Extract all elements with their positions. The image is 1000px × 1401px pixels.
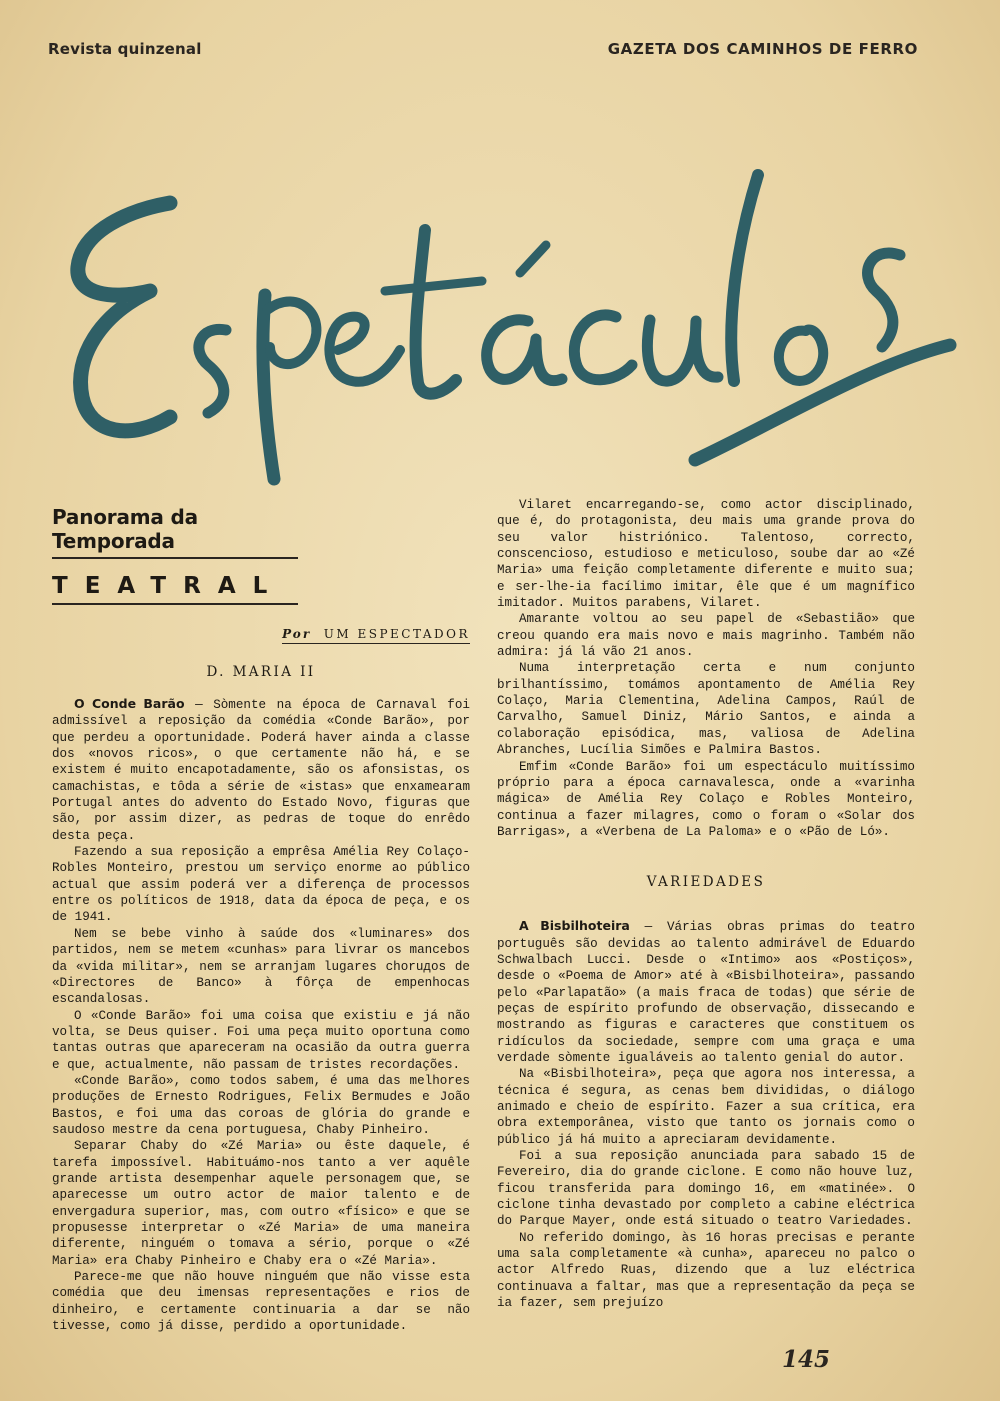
banner-flourish-t — [416, 230, 456, 394]
lead-in: A Bisbilhoteira — [519, 918, 630, 934]
banner-flourish-s — [199, 329, 226, 413]
article-title: TEATRAL — [52, 573, 298, 605]
byline-rule — [282, 627, 470, 644]
section-heading-dmaria: D. MARIA II — [206, 664, 316, 680]
banner-flourish-u — [647, 320, 718, 381]
paragraph: Numa interpretação certa e num conjunto brilhantíssimo, tomámos apontamento de Amélia Rey Colaço, Maria Clementina, Adelina Campos, Raúl de Carvalho, Samuel Diniz, Mário Santos, e ainda a colaboração episódica, mas, valiosa de Adelina Abranches, Lucília Simões e Palmira Bastos. — [497, 661, 915, 758]
banner-flourish-s2 — [868, 253, 900, 347]
espetaculos-banner — [20, 95, 980, 495]
paragraph: O «Conde Barão» foi uma coisa que existiu e já não volta, se Deus quiser. Foi uma peça muito oportuna como tantas outras que apareceram na ocasião da outra guerra e que, actualmente, não passam de tristes recordações. — [52, 1008, 470, 1072]
banner-flourish-c — [574, 315, 632, 380]
byline-prefix: Por — [282, 627, 312, 641]
publication-frequency: Revista quinzenal — [48, 40, 202, 58]
paragraph: Vilaret encarregando-se, como actor disciplinado, que é, do protagonista, deu mais uma grande prova do seu valor histriónico. Talentoso, correcto, conscencioso, estudioso e meticuloso, soube dar ao «Zé Maria» uma feição completamente diferente e muito sua; e ser-lhe-ia facílimo imitar, êle que é um magnífico imitador. Muitos parabens, Vilaret. — [497, 498, 915, 611]
paragraph: Parece-me que não houve ninguém que não visse esta comédia que deu imensas representações e rios de dinheiro, e certamente continuaria a dar se não tivesse, como já disse, perdido a oportunidade. — [52, 1270, 470, 1334]
paragraph: Fazendo a sua reposição a emprêsa Amélia Rey Colaço-Robles Monteiro, prestou um serviço enorme ao público actual que assim poderá ver a diferença de processos entre os políticos de 1918, data da época de peça, e os de 1941. — [52, 845, 470, 925]
paragraph: Emfim «Conde Barão» foi um espectáculo muitíssimo próprio para a época carnavalesca, onde a «varinha mágica» de Amélia Rey Colaço e Robles Monteiro, continua a fazer milagres, como o foram o «Solar dos Barrigas», a «Verbena de La Paloma» e o «Pão de Ló». — [497, 759, 915, 839]
banner-flourish-a — [487, 320, 562, 381]
paragraph: A Bisbilhoteira — Várias obras primas do teatro português são devidas ao talento admirável de Eduardo Schwalbach Lucci. Desde o «Intimo» aos «Postiços», desde o «Poema de Amor» até à «Bisbilhoteira», passando pelo «Parlapatão» (a mais fraca de todas) que série de peças de espírito profundo de observação, dissecando e mostrando as figuras e caracteres que constituem os ridículos da sociedade, sempre com uma graça e uma verdade sòmente igualáveis ao talento genial do autor. — [497, 918, 915, 1065]
left-column — [52, 505, 470, 1334]
byline — [52, 627, 470, 644]
paragraph: Separar Chaby do «Zé Maria» ou êste daquele, é tarefa impossível. Habituámo-nos tanto a ver aquêle grande artista desempenhar aquele personagem que, se aparecesse um outro actor de maior talento e de envergadura superior, mas, com outro «físico» e que se propusesse interpretar o «Zé Maria» de uma maneira diferente, ninguém o tomava a sério, porque o «Zé Maria» era Chaby Pinheiro e Chaby era o «Zé Maria». — [52, 1139, 470, 1268]
page-number: 145 — [782, 1346, 831, 1373]
paragraph: No referido domingo, às 16 horas precisas e perante uma sala completamente «à cunha», apareceu no palco o actor Alfredo Ruas, dizendo que a luz eléctrica continuava a faltar, mas que a representação da peça se ia fazer, sem prejuízo — [497, 1230, 915, 1311]
paragraph: Na «Bisbilhoteira», peça que agora nos interessa, a técnica é segura, as cenas bem divididas, o diálogo animado e cheio de espírito. Fazer a sua crítica, era obra extemporânea, visto que tanto os jornais como o público já há muito a apreciaram devidamente. — [497, 1067, 915, 1147]
banner-title: Espetáculos — [32, 475, 39, 476]
paragraph: Amarante voltou ao seu papel de «Sebastião» que creou quando era mais novo e mais magrinho. Também não admira: já lá vão 21 anos. — [497, 612, 915, 660]
byline-author: UM ESPECTADOR — [323, 627, 470, 641]
paragraph: Nem se bebe vinho à saúde dos «luminares» dos partidos, nem se metem «cunhas» para livrar os mancebos da «vida militar», nem se arranjam lugares choruдos de «Directores de Banco» à fôrça de empenhocas escandalosas. — [52, 926, 470, 1007]
article-kicker: Panorama da Temporada — [52, 505, 298, 559]
paragraph: O Conde Barão — Sòmente na época de Carnaval foi admissível a reposição da comédia «Conde Barão», por que perdeu a oportunidade. Poderá haver ainda a classe dos «novos ricos», o que certamente não há, e se existem é muito encapotadamente, são os afonsistas, os camachistas, e tôda a série de «istas» que enxamearam Portugal antes do advento do Estado Novo, figuras que são, por assim dizer, as pedras de toque do enrêdo desta peça. — [52, 696, 470, 843]
running-header — [48, 40, 918, 64]
banner-flourish-e2 — [329, 317, 400, 382]
right-column — [497, 497, 915, 1311]
paragraph: Foi a sua reposição anunciada para sabado 15 de Fevereiro, dia do grande ciclone. E como não houve luz, ficou transferida para domingo 16, em «matinée». O ciclone tinha devastado por completo a cabine eléctrica do Parque Mayer, onde está situado o teatro Variedades. — [497, 1149, 915, 1229]
banner-flourish-p — [263, 295, 274, 479]
banner-flourish-e — [78, 203, 170, 431]
section-heading-variedades: VARIEDADES — [646, 874, 766, 891]
publication-title: GAZETA DOS CAMINHOS DE FERRO — [607, 40, 918, 58]
paragraph: «Conde Barão», como todos sabem, é uma das melhores produções de Ernesto Rodrigues, Felix Bermudes e João Bastos, e foi uma das coroas de glória do grande e saudoso mestre da cena portuguesa, Chaby Pinheiro. — [52, 1073, 470, 1137]
banner-flourish-l — [731, 175, 758, 381]
lead-in: O Conde Barão — [74, 696, 185, 711]
banner-flourish-o — [779, 329, 823, 380]
